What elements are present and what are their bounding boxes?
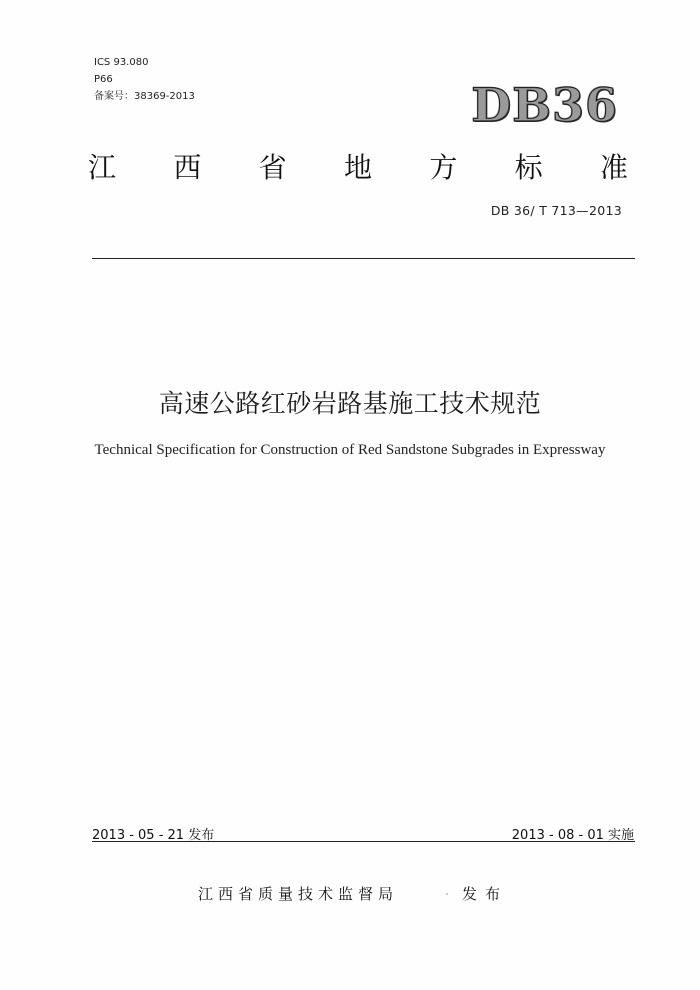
document-title-chinese: 高速公路红砂岩路基施工技术规范: [158, 389, 542, 418]
ics-code: ICS 93.080: [94, 57, 149, 68]
standard-number: DB 36/ T 713—2013: [490, 203, 622, 218]
footer-divider: [92, 841, 635, 842]
issuing-authority: 江西省质量技术监督局: [198, 885, 399, 903]
implementation-date: 2013 - 08 - 01 实施: [511, 828, 634, 843]
filing-number: 备案号：38369-2013: [94, 91, 195, 102]
document-title-english: Technical Specification for Construction of Red Sandstone Subgrades in Expressway: [94, 442, 606, 458]
standard-level-char: 江: [88, 151, 117, 184]
standard-level-char: 西: [173, 151, 202, 184]
standard-level-heading: [88, 148, 628, 188]
standard-level-char: 方: [429, 151, 458, 184]
ccs-code: P66: [94, 74, 113, 85]
standard-level-char: 地: [343, 151, 372, 184]
standard-level-char: 准: [599, 151, 628, 184]
header-divider: [92, 258, 635, 259]
db36-logo: DB36: [471, 78, 618, 132]
standard-level-char: 省: [258, 151, 287, 184]
standard-level-char: 标: [514, 151, 543, 184]
issue-label: 发布: [462, 885, 509, 903]
scan-speck: [446, 893, 448, 895]
issue-date: 2013 - 05 - 21 发布: [92, 828, 215, 843]
